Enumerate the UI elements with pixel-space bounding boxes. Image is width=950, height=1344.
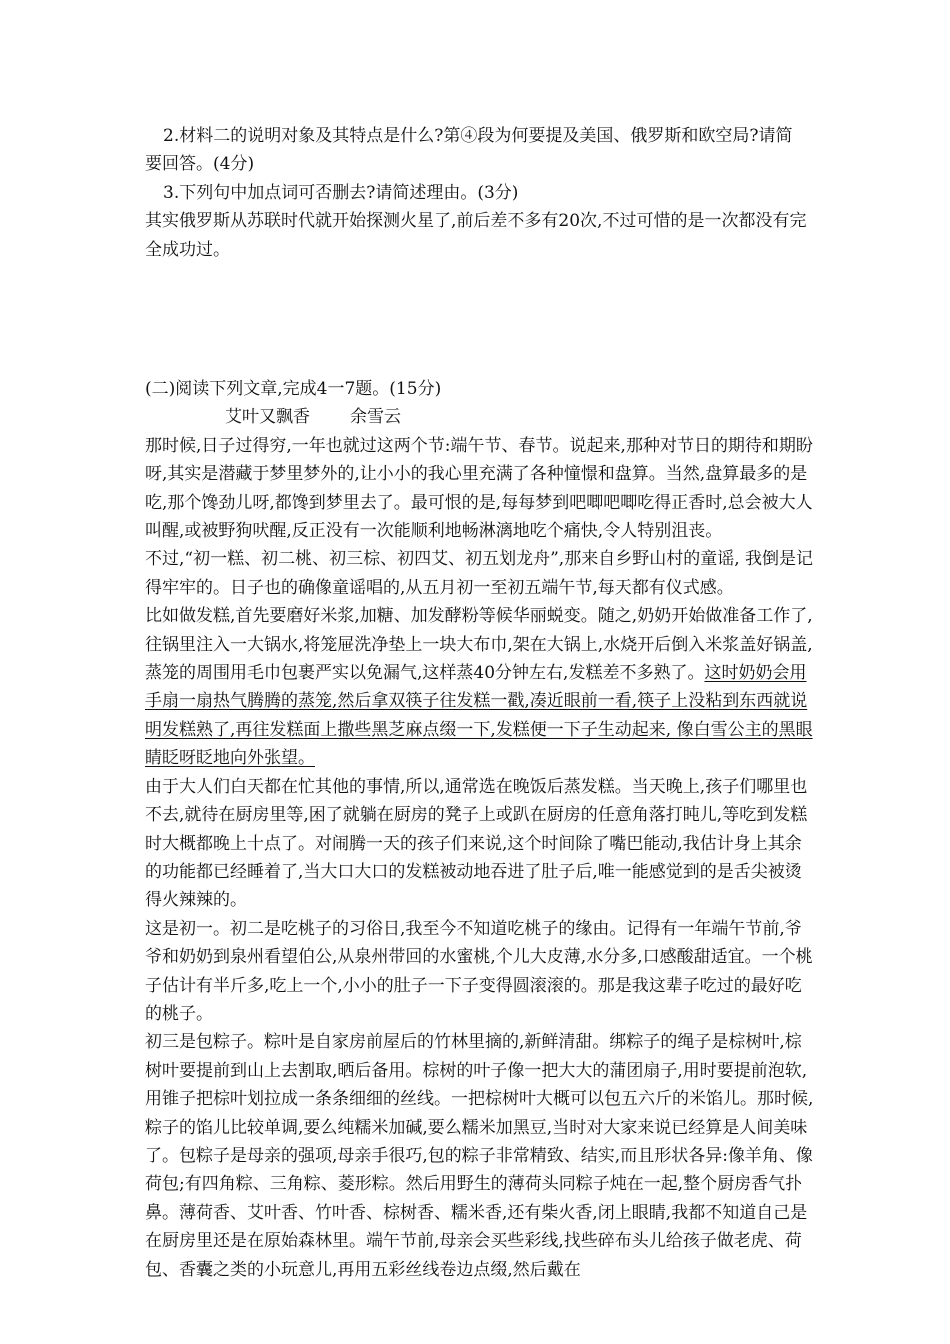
reading-section <box>145 375 815 1284</box>
underlined-passage: 这时奶奶会用手扇一扇热气腾腾的蒸笼,然后拿双筷子往发糕一戳,凑近眼前一看,筷子上没粘到东西就说明发糕熟了,再往发糕面上撒些黑芝麻点缀一下,发糕便一下子生动起来, 像白雪公主的黑眼睛眨呀眨地向外张望。 <box>145 663 813 769</box>
paragraph-6: 初三是包粽子。粽叶是自家房前屋后的竹林里摘的,新鲜清甜。绑粽子的绳子是棕树叶,棕树叶要提前到山上去割取,晒后备用。棕树的叶子像一把大大的蒲团扇子,用时要提前泡软,用锥子把棕叶划拉成一条条细细的丝线。一把棕树叶大概可以包五六斤的米馅儿。那时候,粽子的馅儿比较单调,要么纯糯米加碱,要么糯米加黑豆,当时对大家来说已经算是人间美味了。包粽子是母亲的强项,母亲手很巧,包的粽子非常精致、结实,而且形状各异:像羊角、像荷包;有四角粽、三角粽、菱形粽。然后用野生的薄荷头同粽子炖在一起,整个厨房香气扑鼻。薄荷香、艾叶香、竹叶香、棕树香、糯米香,还有柴火香,闭上眼睛,我都不知道自己是在厨房里还是在原始森林里。端午节前,母亲会买些彩线,找些碎布头儿给孩子做老虎、荷包、香囊之类的小玩意儿,再用五彩丝线卷边点缀,然后戴在 <box>145 1032 814 1280</box>
paragraph-1: 那时候,日子过得穷,一年也就过这两个节:端午节、春节。说起来,那种对节日的期待和期盼呀,其实是潜藏于梦里梦外的,让小小的我心里充满了各种憧憬和盘算。当然,盘算最多的是吃,那个馋劲儿呀,都馋到梦里去了。最可恨的是,每每梦到吧唧吧唧吃得正香时,总会被大人叫醒,或被野狗吠醒,反正没有一次能顺利地畅淋漓地吃个痛快,令人特别沮丧。 <box>145 435 813 542</box>
paragraph-5: 这是初一。初二是吃桃子的习俗日,我至今不知道吃桃子的缘由。记得有一年端午节前,爷爷和奶奶到泉州看望伯公,从泉州带回的水蜜桃,个儿大皮薄,水分多,口感酸甜适宜。一个桃子估计有半斤多,吃上一个,小小的肚子一下子变得圆滚滚的。那是我这辈子吃过的最好吃的桃子。 <box>145 918 813 1024</box>
question-2-line-2: 要回答。(4分) <box>145 154 255 175</box>
article-title: 艾叶又飘香 <box>225 407 310 428</box>
section-heading: (二)阅读下列文章,完成4一7题。(15分) <box>145 379 442 399</box>
paragraph-2: 不过,“初一糕、初二桃、初三棕、初四艾、初五划龙舟”,那来自乡野山村的童谣, 我倒是记得牢牢的。日子也的确像童谣唱的,从五月初一至初五端午节,每天都有仪式感。 <box>145 549 813 598</box>
question-3-sentence: 其实俄罗斯从苏联时代就开始探测火星了,前后差不多有20次,不过可惜的是一次都没有完全成功过。 <box>145 211 807 260</box>
paragraph-3-text: 比如做发糕,首先要磨好米浆,加糖、加发酵粉等候华丽蜕变。随之,奶奶开始做准备工作了,往锅里注入一大锅水,将笼屉洗净垫上一块大布巾,架在大锅上,水烧开后倒入米浆盖好锅盖,蒸笼的周围用毛巾包裹严实以免漏气,这样蒸40分钟左右,发糕差不多熟了。 <box>145 606 813 684</box>
article-author: 余雪云 <box>350 407 401 428</box>
question-2-line-1: 2.材料二的说明对象及其特点是什么?第④段为何要提及美国、俄罗斯和欧空局?请简 <box>163 126 793 146</box>
paragraph-4: 由于大人们白天都在忙其他的事情,所以,通常选在晚饭后蒸发糕。当天晚上,孩子们哪里也不去,就待在厨房里等,困了就躺在厨房的凳子上或趴在厨房的任意角落打盹儿,等吃到发糕时大概都晚上十点了。对闹腾一天的孩子们来说,这个时间除了嘴巴能动,我估计身上其余的功能都已经睡着了,当大口大口的发糕被动地吞进了肚子后,唯一能感觉到的是舌尖被烫得火辣辣的。 <box>145 776 808 911</box>
questions-block <box>145 122 815 264</box>
paragraph-3 <box>145 602 815 772</box>
article-title-line <box>145 403 815 431</box>
question-3-prompt: 3.下列句中加点词可否删去?请简述理由。(3分) <box>163 182 519 203</box>
